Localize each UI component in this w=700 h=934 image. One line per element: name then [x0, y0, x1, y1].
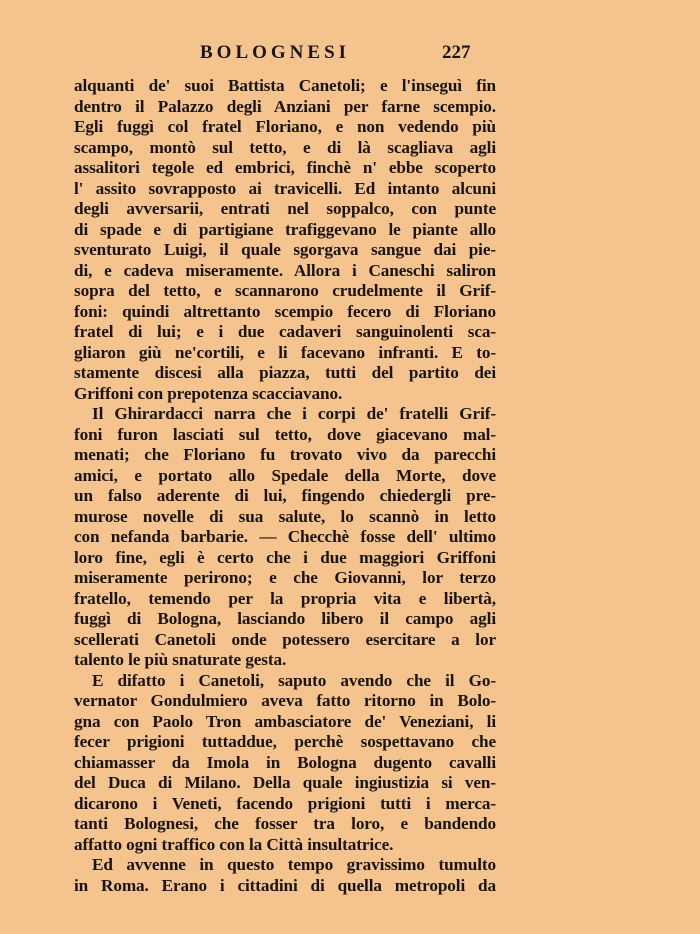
- text-line: alquanti de' suoi Battista Canetoli; e l'inseguì fin: [74, 76, 496, 95]
- text-line: fecer prigioni tuttaddue, perchè sospettavano che: [74, 732, 496, 751]
- text-line: menati; che Floriano fu trovato vivo da parecchi: [74, 445, 496, 464]
- text-line: sopra del tetto, e scannarono crudelmente il Grif-: [74, 281, 496, 300]
- text-line: loro fine, egli è certo che i due maggiori Griffoni: [74, 547, 496, 567]
- text-line: foni: quindi altrettanto scempio fecero di Floriano: [74, 301, 496, 321]
- text-line: stamente discesi alla piazza, tutti del partito dei: [74, 363, 496, 382]
- text-line: foni furon lasciati sul tetto, dove giacevano mal-: [74, 424, 496, 444]
- text-line: scampo, montò sul tetto, e di là scagliava agli: [74, 137, 496, 157]
- text-line: in Roma. Erano i cittadini di quella metropoli da: [74, 875, 496, 895]
- text-line: del Duca di Milano. Della quale ingiustizia si ven-: [74, 773, 496, 792]
- paragraph-start-line: Ed avvenne in questo tempo gravissimo tumulto: [92, 855, 496, 874]
- paragraph-start-line: E difatto i Canetoli, saputo avendo che il Go-: [92, 670, 496, 690]
- text-line: vernator Gondulmiero aveva fatto ritorno in Bolo-: [74, 691, 496, 710]
- page-number: 227: [442, 42, 471, 63]
- text-line: un falso aderente di lui, fingendo chiedergli pre-: [74, 486, 496, 505]
- text-line: sventurato Luigi, il quale sgorgava sangue dai pie-: [74, 240, 496, 259]
- text-line: talento le più snaturate gesta.: [74, 650, 287, 669]
- text-line: dicarono i Veneti, facendo prigioni tutti i merca-: [74, 793, 496, 813]
- text-line: di spade e di partigiane trafiggevano le piante allo: [74, 219, 496, 239]
- text-line: fratello, temendo per la propria vita e libertà,: [74, 588, 496, 608]
- text-line: gliaron giù ne'cortili, e li facevano infranti. E to-: [74, 342, 496, 362]
- text-line: fratel di lui; e i due cadaveri sanguinolenti sca-: [74, 322, 496, 341]
- text-line: amici, e portato allo Spedale della Morte, dove: [74, 465, 496, 485]
- text-line: murose novelle di sua salute, lo scannò in letto: [74, 506, 496, 526]
- text-line: gna con Paolo Tron ambasciatore de' Veneziani, li: [74, 711, 496, 731]
- text-line: Griffoni con prepotenza scacciavano.: [74, 383, 343, 403]
- body-text: [74, 76, 496, 896]
- text-line: fuggì di Bologna, lasciando libero il campo agli: [74, 609, 496, 628]
- text-line: miseramente perirono; e che Giovanni, lor terzo: [74, 568, 496, 587]
- text-line: tanti Bolognesi, che fosser tra loro, e bandendo: [74, 814, 496, 833]
- text-line: assalitori tegole ed embrici, finchè n' ebbe scoperto: [74, 158, 496, 177]
- text-line: affatto ogni traffico con la Città insultatrice.: [74, 834, 394, 854]
- running-title: BOLOGNESI: [200, 42, 351, 63]
- paragraph-start-line: Il Ghirardacci narra che i corpi de' fratelli Grif-: [92, 404, 496, 423]
- text-line: Egli fuggì col fratel Floriano, e non vedendo più: [74, 117, 496, 136]
- text-line: chiamasser da Imola in Bologna dugento cavalli: [74, 752, 496, 772]
- text-line: degli avversarii, entrati nel soppalco, con punte: [74, 199, 496, 218]
- text-line: di, e cadeva miseramente. Allora i Caneschi saliron: [74, 260, 496, 280]
- text-line: scellerati Canetoli onde potessero esercitare a lor: [74, 629, 496, 649]
- text-line: con nefanda barbarie. — Checchè fosse dell' ultimo: [74, 527, 496, 546]
- text-line: l' assito sovrapposto ai travicelli. Ed intanto alcuni: [74, 178, 496, 198]
- text-line: dentro il Palazzo degli Anziani per farne scempio.: [74, 96, 496, 116]
